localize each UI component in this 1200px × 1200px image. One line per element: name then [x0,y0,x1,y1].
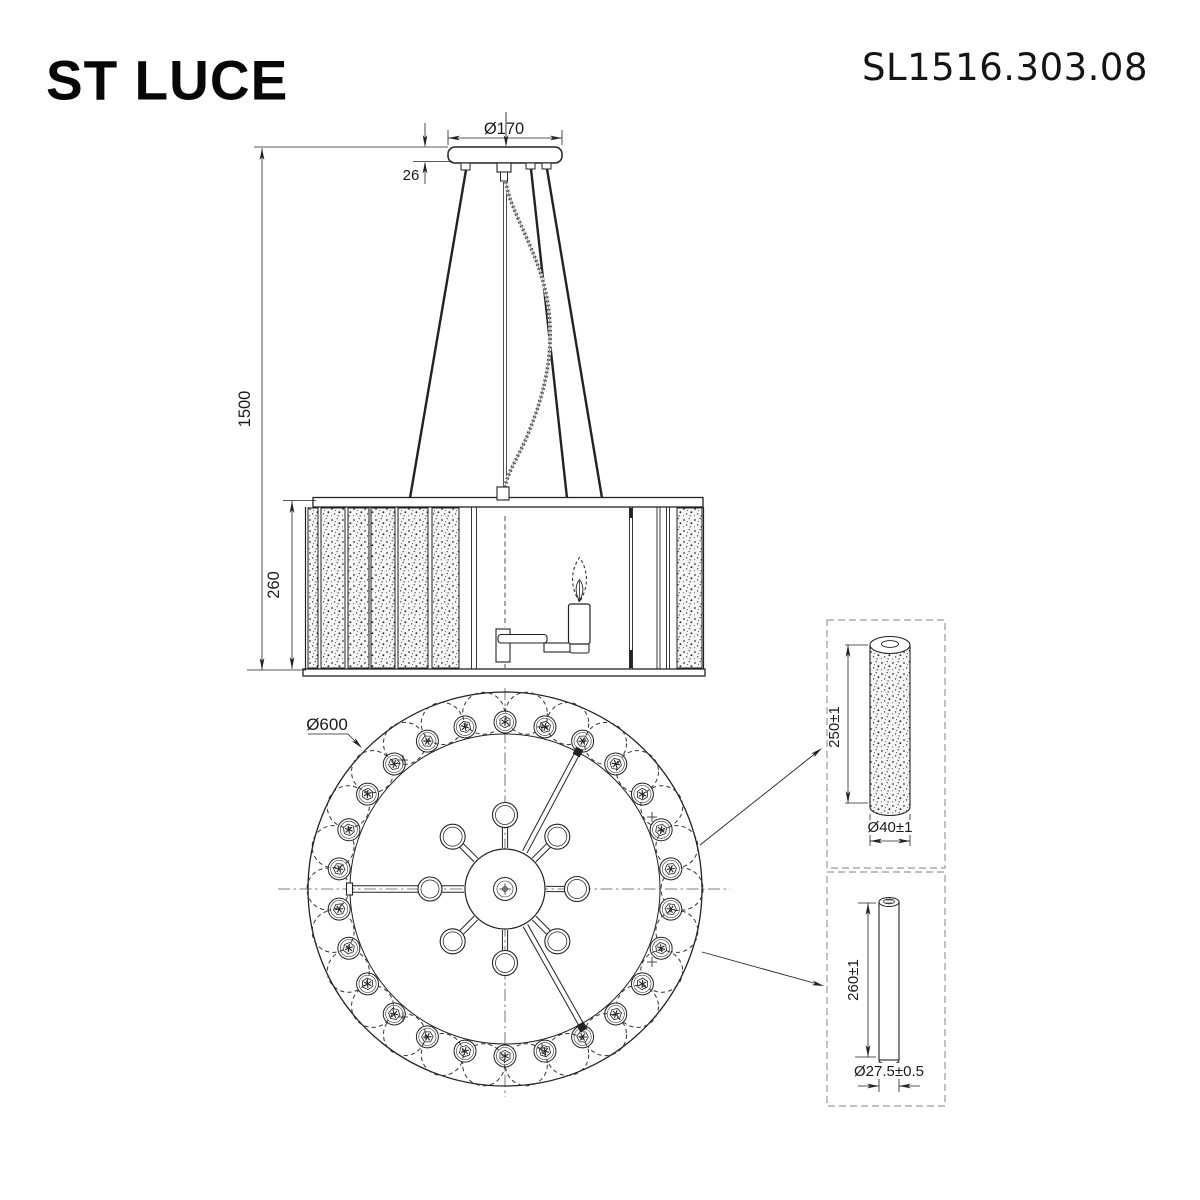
shade-panel [432,508,459,668]
model-number: SL1516.303.08 [862,46,1148,89]
dim-shade-diameter: Ø600 [306,715,348,734]
dim-shade-height: 260 [265,571,283,599]
dim-suspension-length: 1500 [236,390,254,428]
shade-panel [348,508,369,668]
crystal-cylinder [870,645,910,816]
dim-crystal-diameter: Ø40±1 [867,819,913,836]
dim-canopy-diameter: Ø170 [483,120,525,138]
glass-tube [879,902,899,1060]
shade-panel [677,508,702,668]
dim-canopy-height: 26 [402,167,420,184]
dim-glass-tube-diameter: Ø27.5±0.5 [854,1063,924,1080]
detail-glass-tube [827,872,945,1106]
top-view [278,688,825,1097]
shade-panel [371,508,395,668]
detail-crystal-cylinder [826,620,945,868]
dim-crystal-length: 250±1 [826,706,843,748]
dim-glass-tube-length: 260±1 [845,959,862,1001]
shade-panel [321,508,345,668]
brand-logo: ST LUCE [46,48,289,112]
shade-panel [308,508,318,668]
side-view [236,112,705,676]
shade-panel [398,508,428,668]
